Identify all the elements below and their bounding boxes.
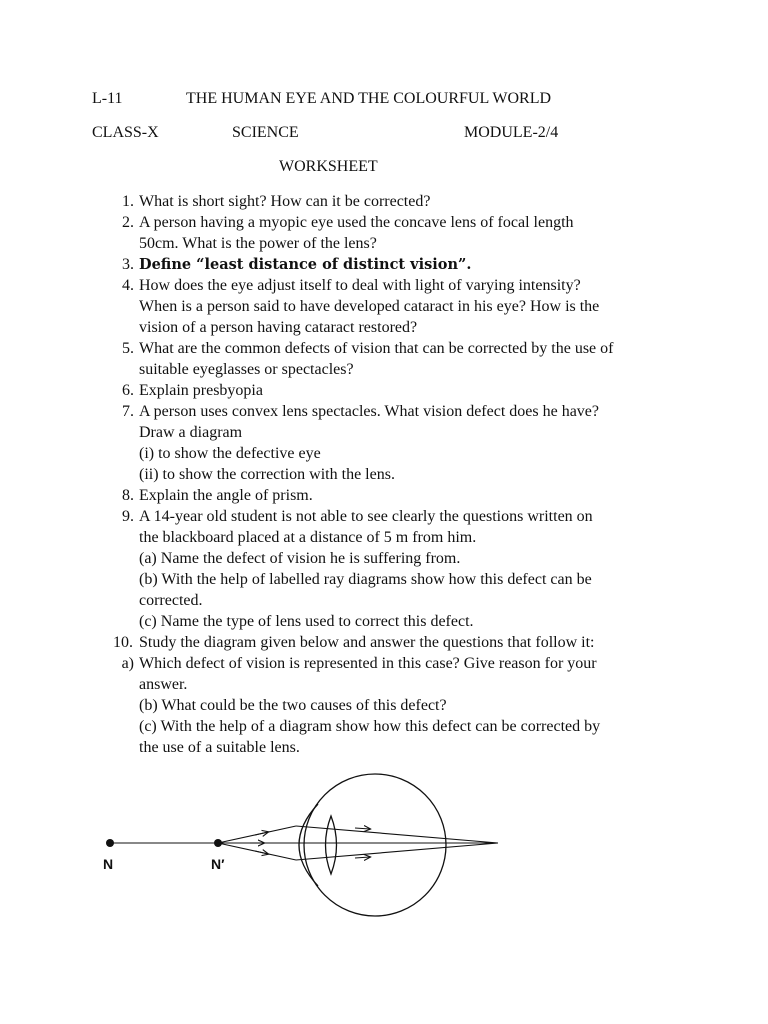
point-n: [106, 839, 114, 847]
question-text-line: When is a person said to have developed cataract in his eye? How is the: [139, 298, 600, 315]
question-text-line: (b) What could be the two causes of this defect?: [139, 697, 447, 714]
lesson-number: L-11: [92, 90, 123, 107]
question-text-line: Define “least distance of distinct vision”.: [139, 256, 472, 273]
question-text-line: A 14-year old student is not able to see clearly the questions written on: [139, 508, 593, 525]
question-text-line: Study the diagram given below and answer the questions that follow it:: [139, 634, 595, 651]
question-number: a): [121, 655, 134, 672]
question-text-line: answer.: [139, 676, 188, 693]
question-text-line: Explain presbyopia: [139, 382, 263, 399]
label-n: N: [103, 856, 114, 872]
question-number: 4.: [122, 277, 134, 294]
cornea-bulge: [299, 804, 318, 886]
question-text-line: (c) With the help of a diagram show how this defect can be corrected by: [139, 718, 601, 735]
question-text-line: (ii) to show the correction with the lens.: [139, 466, 395, 483]
question-text-line: (a) Name the defect of vision he is suffering from.: [139, 550, 461, 567]
module-label: MODULE-2/4: [464, 124, 559, 141]
class-label: CLASS-X: [92, 124, 159, 141]
question-number: 9.: [122, 508, 134, 525]
question-text-line: (b) With the help of labelled ray diagrams show how this defect can be: [139, 571, 592, 588]
point-n-prime: [214, 839, 222, 847]
question-text-line: the use of a suitable lens.: [139, 739, 300, 756]
question-text-line: How does the eye adjust itself to deal with light of varying intensity?: [139, 277, 581, 294]
question-text-line: Draw a diagram: [139, 424, 243, 441]
question-text-line: A person having a myopic eye used the concave lens of focal length: [139, 214, 574, 231]
question-text-line: suitable eyeglasses or spectacles?: [139, 361, 354, 378]
label-n-prime: N′: [211, 856, 225, 872]
question-text-line: corrected.: [139, 592, 203, 609]
arrow-4: [355, 828, 370, 829]
question-number: 5.: [122, 340, 134, 357]
question-text-line: the blackboard placed at a distance of 5 m from him.: [139, 529, 477, 546]
chapter-title: THE HUMAN EYE AND THE COLOURFUL WORLD: [186, 90, 552, 107]
question-text-line: (i) to show the defective eye: [139, 445, 321, 462]
eye-lens: [326, 816, 337, 874]
question-number: 1.: [122, 193, 134, 210]
question-text-line: Which defect of vision is represented in this case? Give reason for your: [139, 655, 597, 672]
question-text-line: (c) Name the type of lens used to correct this defect.: [139, 613, 474, 630]
question-number: 2.: [122, 214, 134, 231]
question-text-line: What is short sight? How can it be corrected?: [139, 193, 431, 210]
arrow-2: [255, 851, 268, 854]
question-text-line: Explain the angle of prism.: [139, 487, 313, 504]
worksheet-title: WORKSHEET: [279, 158, 378, 175]
question-number: 7.: [122, 403, 134, 420]
subject-label: SCIENCE: [232, 124, 299, 141]
question-number: 3.: [122, 256, 134, 273]
question-number: 6.: [122, 382, 134, 399]
question-number: 10.: [113, 634, 133, 651]
question-text-line: What are the common defects of vision that can be corrected by the use of: [139, 340, 614, 357]
arrow-1: [255, 832, 268, 835]
question-text-line: vision of a person having cataract restored?: [139, 319, 418, 336]
question-text-line: 50cm. What is the power of the lens?: [139, 235, 377, 252]
arrow-5: [355, 857, 370, 858]
question-number: 8.: [122, 487, 134, 504]
question-text-line: A person uses convex lens spectacles. What vision defect does he have?: [139, 403, 599, 420]
